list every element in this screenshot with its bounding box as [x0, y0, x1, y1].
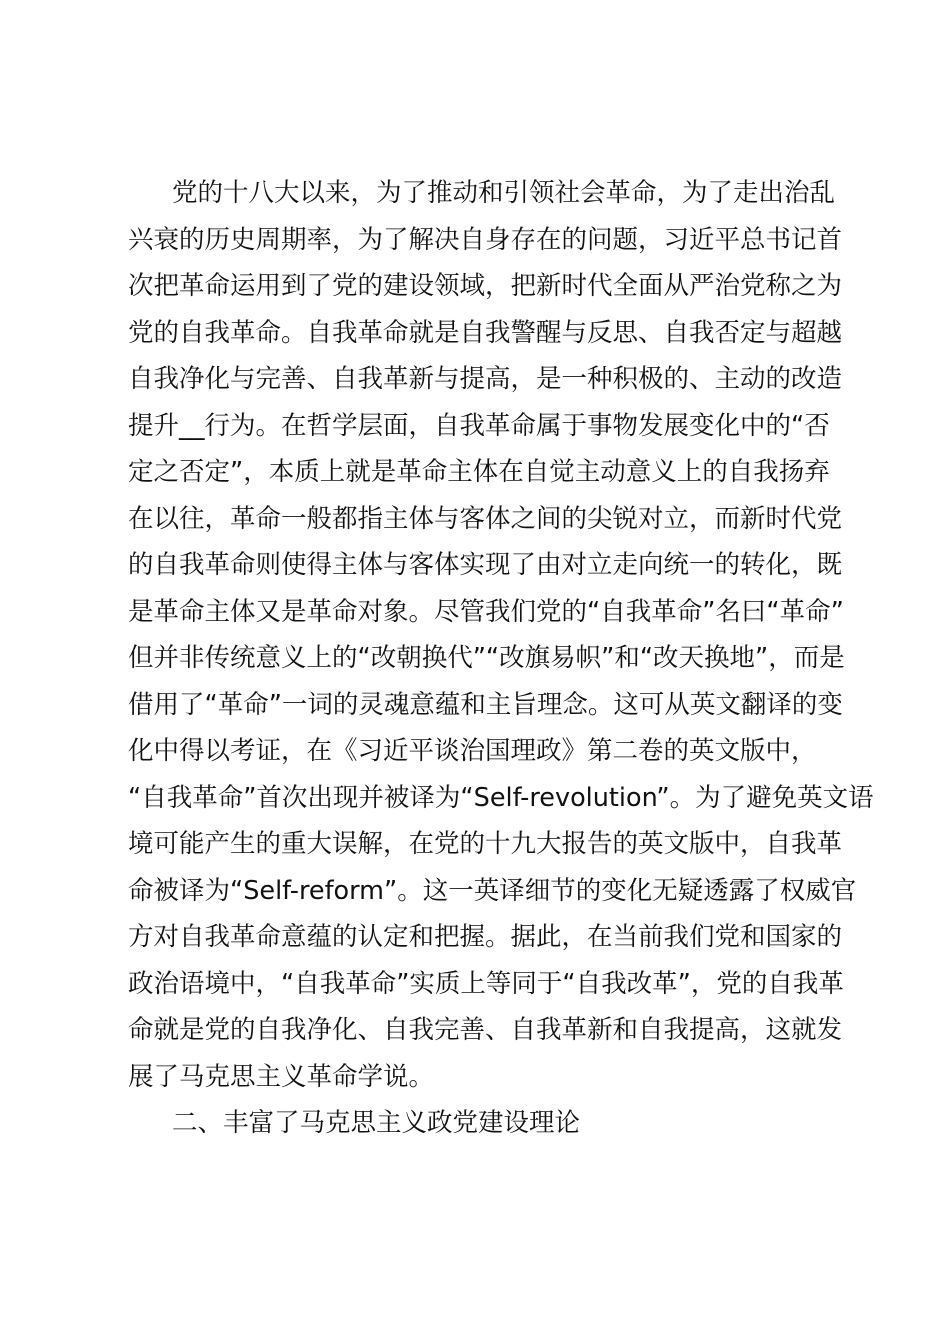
paragraph-line: 兴衰的历史周期率，为了解决自身存在的问题，习近平总书记首: [128, 224, 843, 255]
paragraph-line: 次把革命运用到了党的建设领域，把新时代全面从严治党称之为: [128, 271, 843, 301]
paragraph: [128, 170, 874, 1100]
paragraph-line: 自我净化与完善、自我革新与提高，是一种积极的、主动的改造: [128, 364, 843, 394]
document-body: [128, 170, 874, 1147]
paragraph-line: 方对自我革命意蕴的认定和把握。据此，在当前我们党和国家的: [128, 922, 843, 952]
paragraph-line: 命被译为“Self-reform”。这一英译细节的变化无疑透露了权威官: [128, 875, 857, 906]
paragraph-line: 提升__行为。在哲学层面，自我革命属于事物发展变化中的“否: [128, 410, 830, 441]
paragraph-line: 的自我革命则使得主体与客体实现了由对立走向统一的转化，既: [128, 550, 843, 580]
paragraph-line: 政治语境中，“自我革命”实质上等同于“自我改革”，党的自我革: [128, 968, 844, 999]
paragraph-line: 党的自我革命。自我革命就是自我警醒与反思、自我否定与超越: [128, 317, 843, 348]
paragraph-line: 但并非传统意义上的“改朝换代”“改旗易帜”和“改天换地”，而是: [128, 643, 845, 673]
paragraph-line: 借用了“革命”一词的灵魂意蕴和主旨理念。这可从英文翻译的变: [128, 689, 843, 720]
paragraph-line: 在以往，革命一般都指主体与客体之间的尖锐对立，而新时代党: [128, 503, 843, 534]
paragraph-line: 是革命主体又是革命对象。尽管我们党的“自我革命”名曰“革命”: [128, 596, 844, 627]
paragraph-line: 化中得以考证，在《习近平谈治国理政》第二卷的英文版中，: [128, 736, 817, 766]
paragraph-line: 展了马克思主义革命学说。: [128, 1061, 435, 1092]
section-heading: 二、丰富了马克思主义政党建设理论: [172, 1108, 581, 1138]
paragraph-line: 定之否定”，本质上就是革命主体在自觉主动意义上的自我扬弃: [128, 457, 830, 487]
paragraph-line: 境可能产生的重大误解，在党的十九大报告的英文版中，自我革: [128, 829, 843, 859]
paragraph-line: 党的十八大以来，为了推动和引领社会革命，为了走出治乱: [172, 178, 836, 208]
paragraph-line: “自我革命”首次出现并被译为“Self-revolution”。为了避免英文语: [128, 782, 874, 813]
paragraph-line: 命就是党的自我净化、自我完善、自我革新和自我提高，这就发: [128, 1015, 843, 1045]
